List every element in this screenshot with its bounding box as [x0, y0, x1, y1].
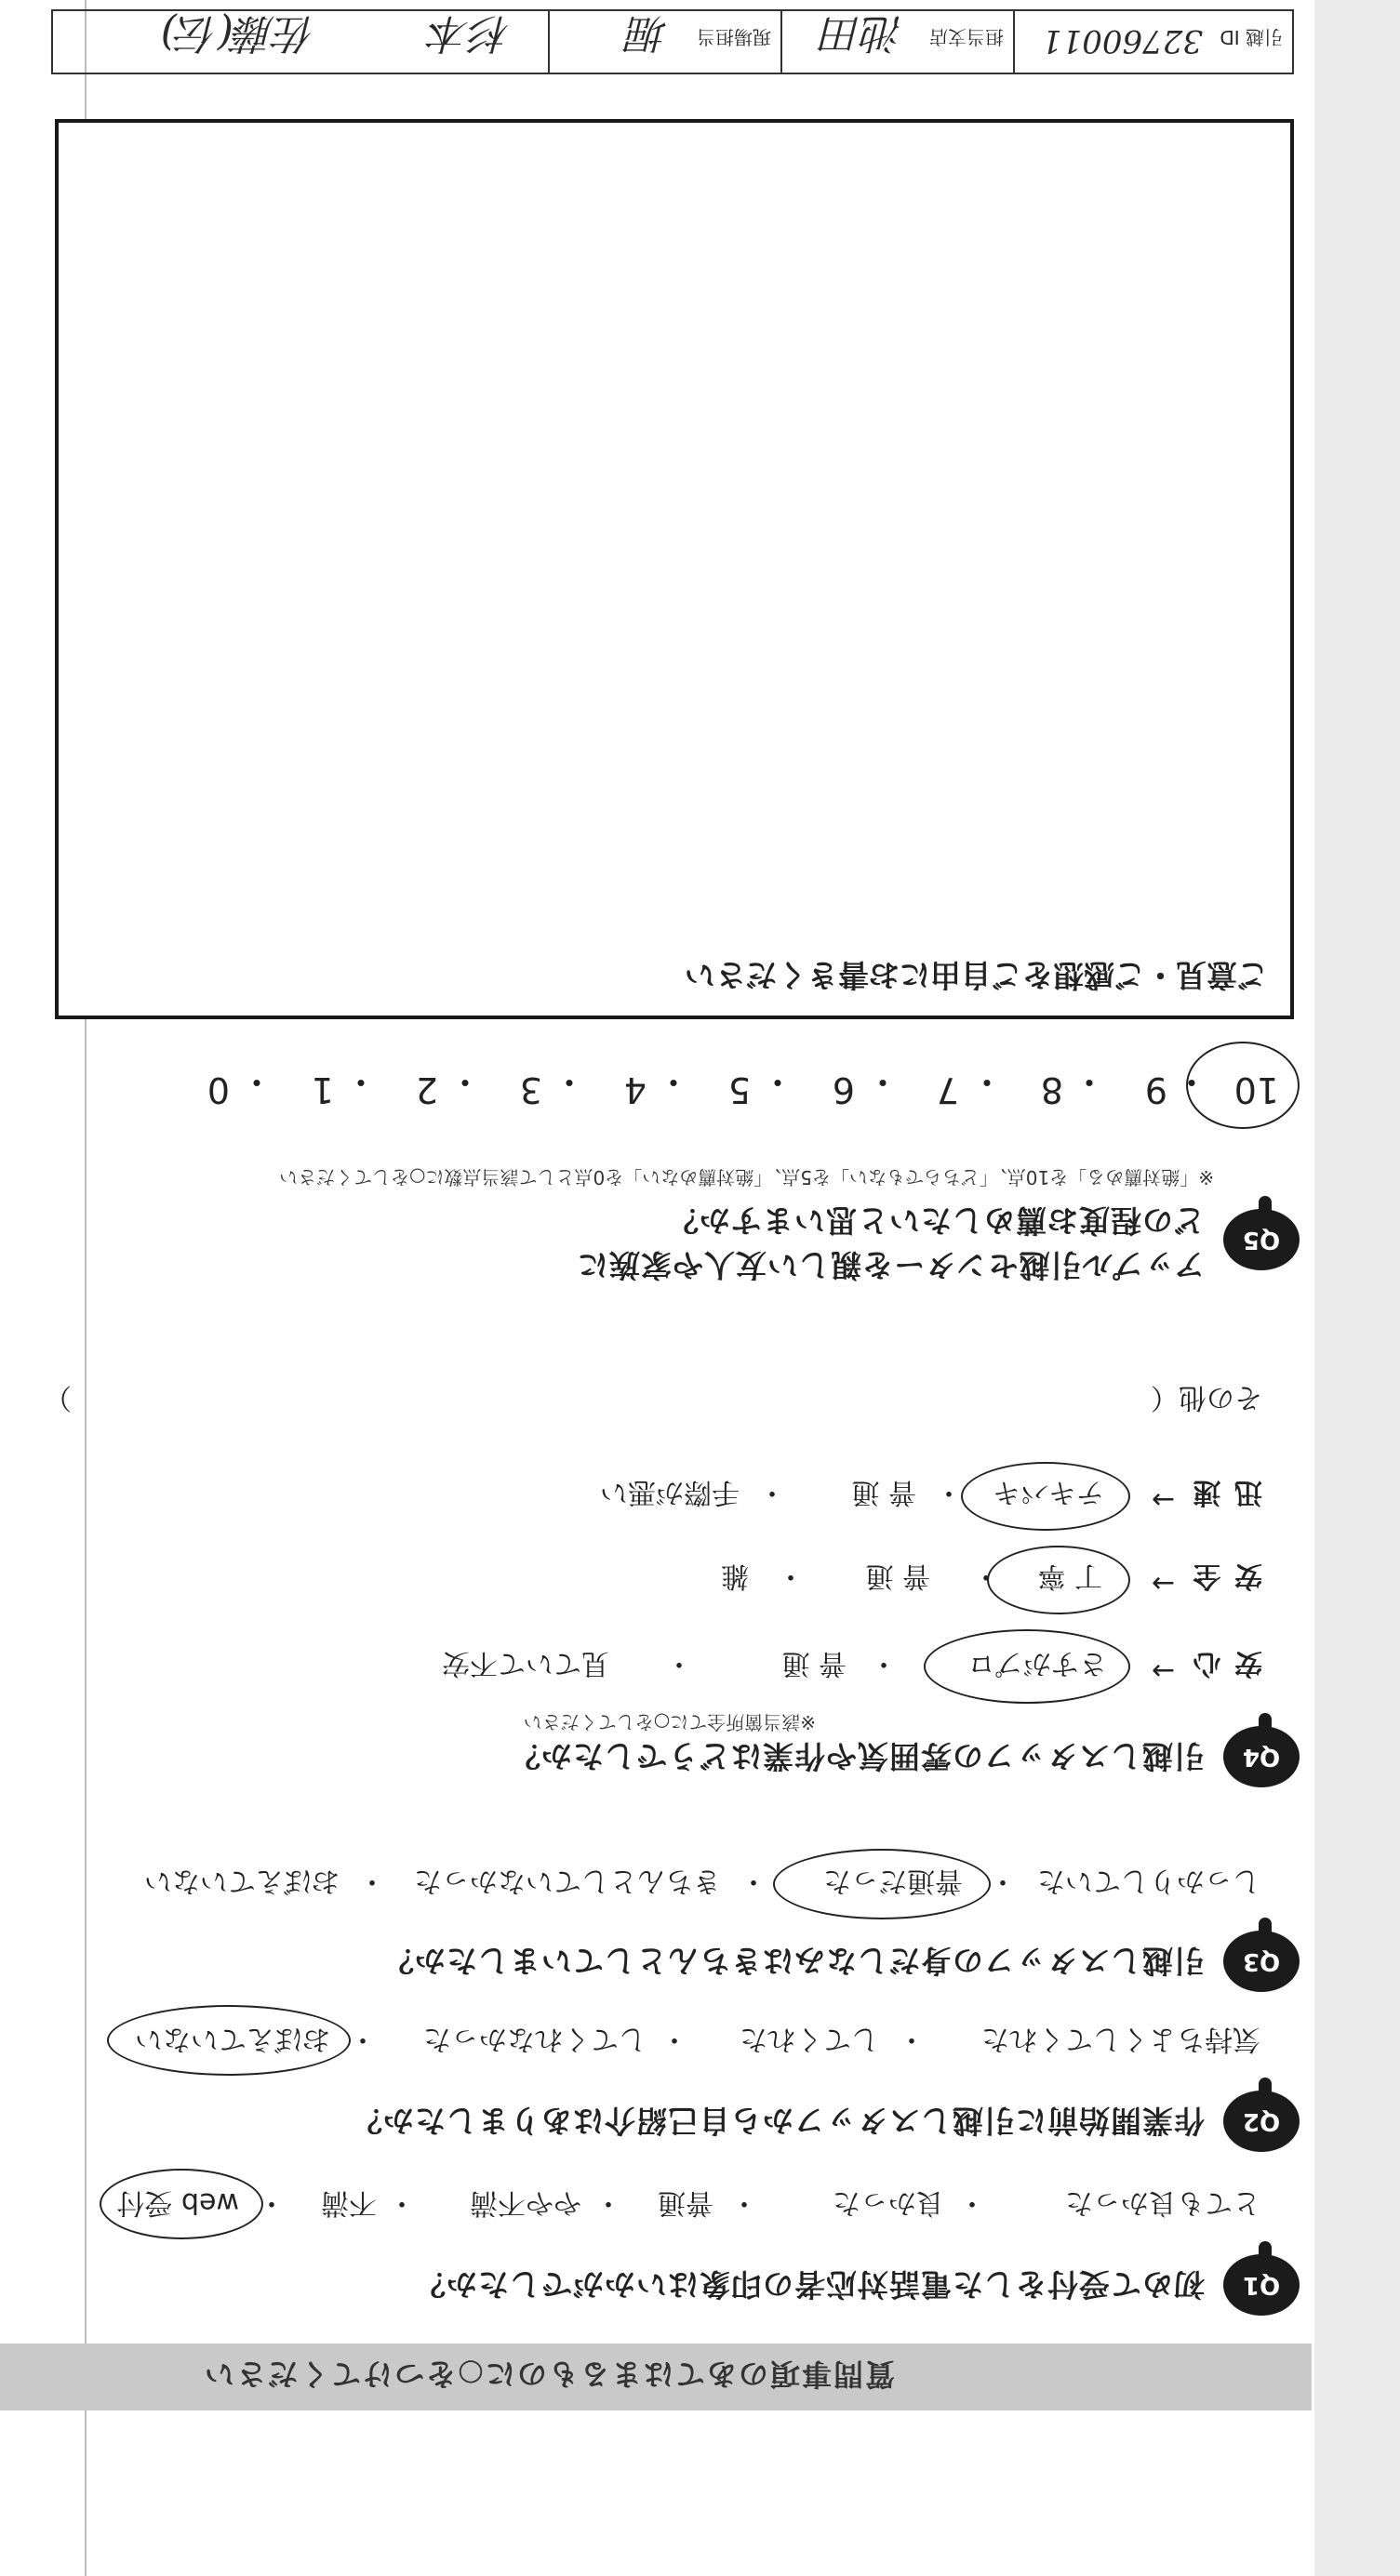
score-8[interactable]: 8 — [1040, 1069, 1063, 1110]
q1-option-1[interactable]: とても良かった — [1065, 2186, 1260, 2219]
score-2[interactable]: 2 — [415, 1069, 438, 1110]
handwritten-branch: 池田 — [821, 9, 903, 57]
handwritten-site-staff: 堀 — [628, 9, 669, 57]
score-3[interactable]: 3 — [519, 1069, 542, 1110]
q5-note: ※「絶対薦める」を10点、「どちらでもない」を5点、「絶対薦めない」を0点として該当点数に○をしてください — [279, 1166, 1214, 1188]
q5-badge: Q5 — [1223, 1209, 1300, 1270]
arrow-right-icon: → — [1151, 1483, 1175, 1516]
id-table — [51, 9, 1294, 74]
q4-anshin-option-2[interactable]: 普 通 — [781, 1647, 847, 1680]
comment-box[interactable] — [55, 119, 1294, 1019]
q4-anshin-option-3[interactable]: 見ていて不安 — [442, 1647, 609, 1680]
arrow-right-icon: → — [1151, 1654, 1175, 1687]
q2-option-2[interactable]: してくれた — [740, 2023, 879, 2055]
score-1[interactable]: 1 — [311, 1069, 334, 1110]
score-4[interactable]: 4 — [623, 1069, 647, 1110]
q3-option-4[interactable]: おぼえていない — [144, 1865, 340, 1897]
q5-text-line-1: アップル引越センターを親しい友人や家族に — [576, 1247, 1205, 1283]
handwritten-id: 32760011 — [1041, 22, 1203, 60]
q1-option-6[interactable]: web 受付 — [116, 2186, 239, 2219]
branch-label: 担当支店 — [929, 26, 1004, 48]
q4-row-label-anzen: 安 全 — [1191, 1560, 1262, 1592]
q1-text: 初めて受付をした電話対応者の印象はいかがでしたか？ — [414, 2266, 1205, 2303]
q4-note: ※該当箇所全てに○をしてください — [523, 1711, 816, 1733]
q4-other-label: その他（ — [1151, 1381, 1262, 1414]
q4-anzen-option-1[interactable]: 丁 寧 — [1037, 1560, 1102, 1592]
q4-other-close: ） — [44, 1381, 72, 1414]
q3-answer-circle — [773, 1849, 991, 1919]
score-7[interactable]: 7 — [936, 1069, 959, 1110]
instruction-banner — [0, 2344, 1312, 2410]
scan-edge — [1314, 0, 1400, 2576]
q4-badge: Q4 — [1223, 1726, 1300, 1787]
instruction-text: 質問事項のあてはまるものに○をつけてください — [203, 2357, 895, 2392]
q1-option-2[interactable]: 良かった — [833, 2186, 944, 2219]
handwritten-staff-2: 佐藤(伝) — [160, 9, 315, 57]
q4-anzen-option-3[interactable]: 雑 — [721, 1560, 749, 1592]
score-0[interactable]: 0 — [207, 1069, 230, 1110]
q4-anshin-circle — [924, 1629, 1130, 1704]
survey-sheet: 質問事項のあてはまるものに○をつけてください Q1 初めて受付をした電話対応者の印象はいかがでしたか？ とても良かった ・ 良かった ・ 普通 ・ やや不満 ・ 不満 ・ web 受付 Q2 作業開始前に引越しスタッフから自己紹介はありましたか？ 気持ちよくしてくれた ・ してくれた ・ してくれなかった ・ おぼえていない Q3 引越しスタッフの身だしなみはきちんとしていましたか？ しっかりしていた ・ 普通だった ・ きちんとしていなかった ・ おぼえていない Q4 引越しスタッフの雰囲気や作業はどうでしたか？ ※該当箇所全てに○をしてください 安 心 → さすがプロ ・ 普 通 ・ 見ていて不安 安 全 → 丁 寧 ・ 普 通 ・ 雑 迅 速 → テキパキ ・ 普 通 ・ 手際が悪い その他（ ） Q5 アップル引越センターを親しい友人や家族に どの程度お薦めしたいと思いますか？ ※「絶対薦める」を10点、「どちらでもない」を5点、「絶対薦めない」を0点として該当点数に○をしてください 10 ・ 9 ・ 8 ・ 7 ・ 6 ・ 5 ・ 4 ・ 3 ・ 2 ・ 1 ・ 0 ご意見・ご感想をご自由にお書きください 引越 ID 32760011 担当支店 池田 現場担当 堀 杉本 佐藤(伝) — [0, 0, 1400, 2576]
site-cell — [548, 11, 780, 73]
q2-badge: Q2 — [1223, 2091, 1300, 2152]
q1-option-4[interactable]: やや不満 — [470, 2186, 581, 2219]
q3-badge: Q3 — [1223, 1931, 1300, 1992]
score-5[interactable]: 5 — [727, 1069, 751, 1110]
score-9[interactable]: 9 — [1144, 1069, 1167, 1110]
q3-option-1[interactable]: しっかりしていた — [1037, 1865, 1260, 1897]
id-label: 引越 ID — [1220, 26, 1283, 48]
arrow-right-icon: → — [1151, 1567, 1175, 1600]
q5-text-line-2: どの程度お薦めしたいと思いますか？ — [667, 1202, 1205, 1239]
q4-anzen-circle — [987, 1546, 1130, 1614]
q2-option-1[interactable]: 気持ちよくしてくれた — [981, 2023, 1260, 2055]
q4-row-label-jinsoku: 迅 速 — [1191, 1476, 1262, 1508]
staff-cell — [53, 11, 548, 73]
q2-text: 作業開始前に引越しスタッフから自己紹介はありましたか？ — [351, 2103, 1205, 2139]
site-label: 現場担当 — [697, 26, 771, 48]
q4-jinsoku-option-3[interactable]: 手際が悪い — [600, 1476, 740, 1508]
q1-option-5[interactable]: 不満 — [321, 2186, 377, 2219]
score-6[interactable]: 6 — [832, 1069, 855, 1110]
q4-text: 引越しスタッフの雰囲気や作業はどうでしたか？ — [509, 1738, 1205, 1774]
q1-badge: Q1 — [1223, 2254, 1300, 2316]
q4-row-label-anshin: 安 心 — [1191, 1647, 1262, 1680]
q3-text: 引越しスタッフの身だしなみはきちんとしていましたか？ — [382, 1943, 1205, 1979]
id-cell — [1013, 11, 1292, 73]
q4-anzen-option-2[interactable]: 普 通 — [865, 1560, 930, 1592]
q4-anshin-option-1[interactable]: さすがプロ — [967, 1647, 1107, 1680]
score-answer-circle — [1186, 1042, 1300, 1129]
q3-option-3[interactable]: きちんとしていなかった — [414, 1865, 721, 1897]
q2-answer-circle — [107, 2005, 351, 2076]
q2-option-4[interactable]: おぼえていない — [135, 2023, 330, 2055]
comment-box-title: ご意見・ご感想をご自由にお書きください — [685, 957, 1268, 993]
q1-answer-circle — [100, 2169, 263, 2239]
q4-jinsoku-option-2[interactable]: 普 通 — [851, 1476, 916, 1508]
q2-option-3[interactable]: してくれなかった — [423, 2023, 647, 2055]
handwritten-staff-1: 杉本 — [429, 9, 511, 57]
q4-jinsoku-circle — [961, 1462, 1130, 1531]
q1-option-3[interactable]: 普通 — [658, 2186, 713, 2219]
branch-cell — [780, 11, 1013, 73]
score-10[interactable]: 10 — [1233, 1069, 1279, 1110]
q3-option-2[interactable]: 普通だった — [823, 1865, 963, 1897]
q4-jinsoku-option-1[interactable]: テキパキ — [993, 1476, 1104, 1508]
